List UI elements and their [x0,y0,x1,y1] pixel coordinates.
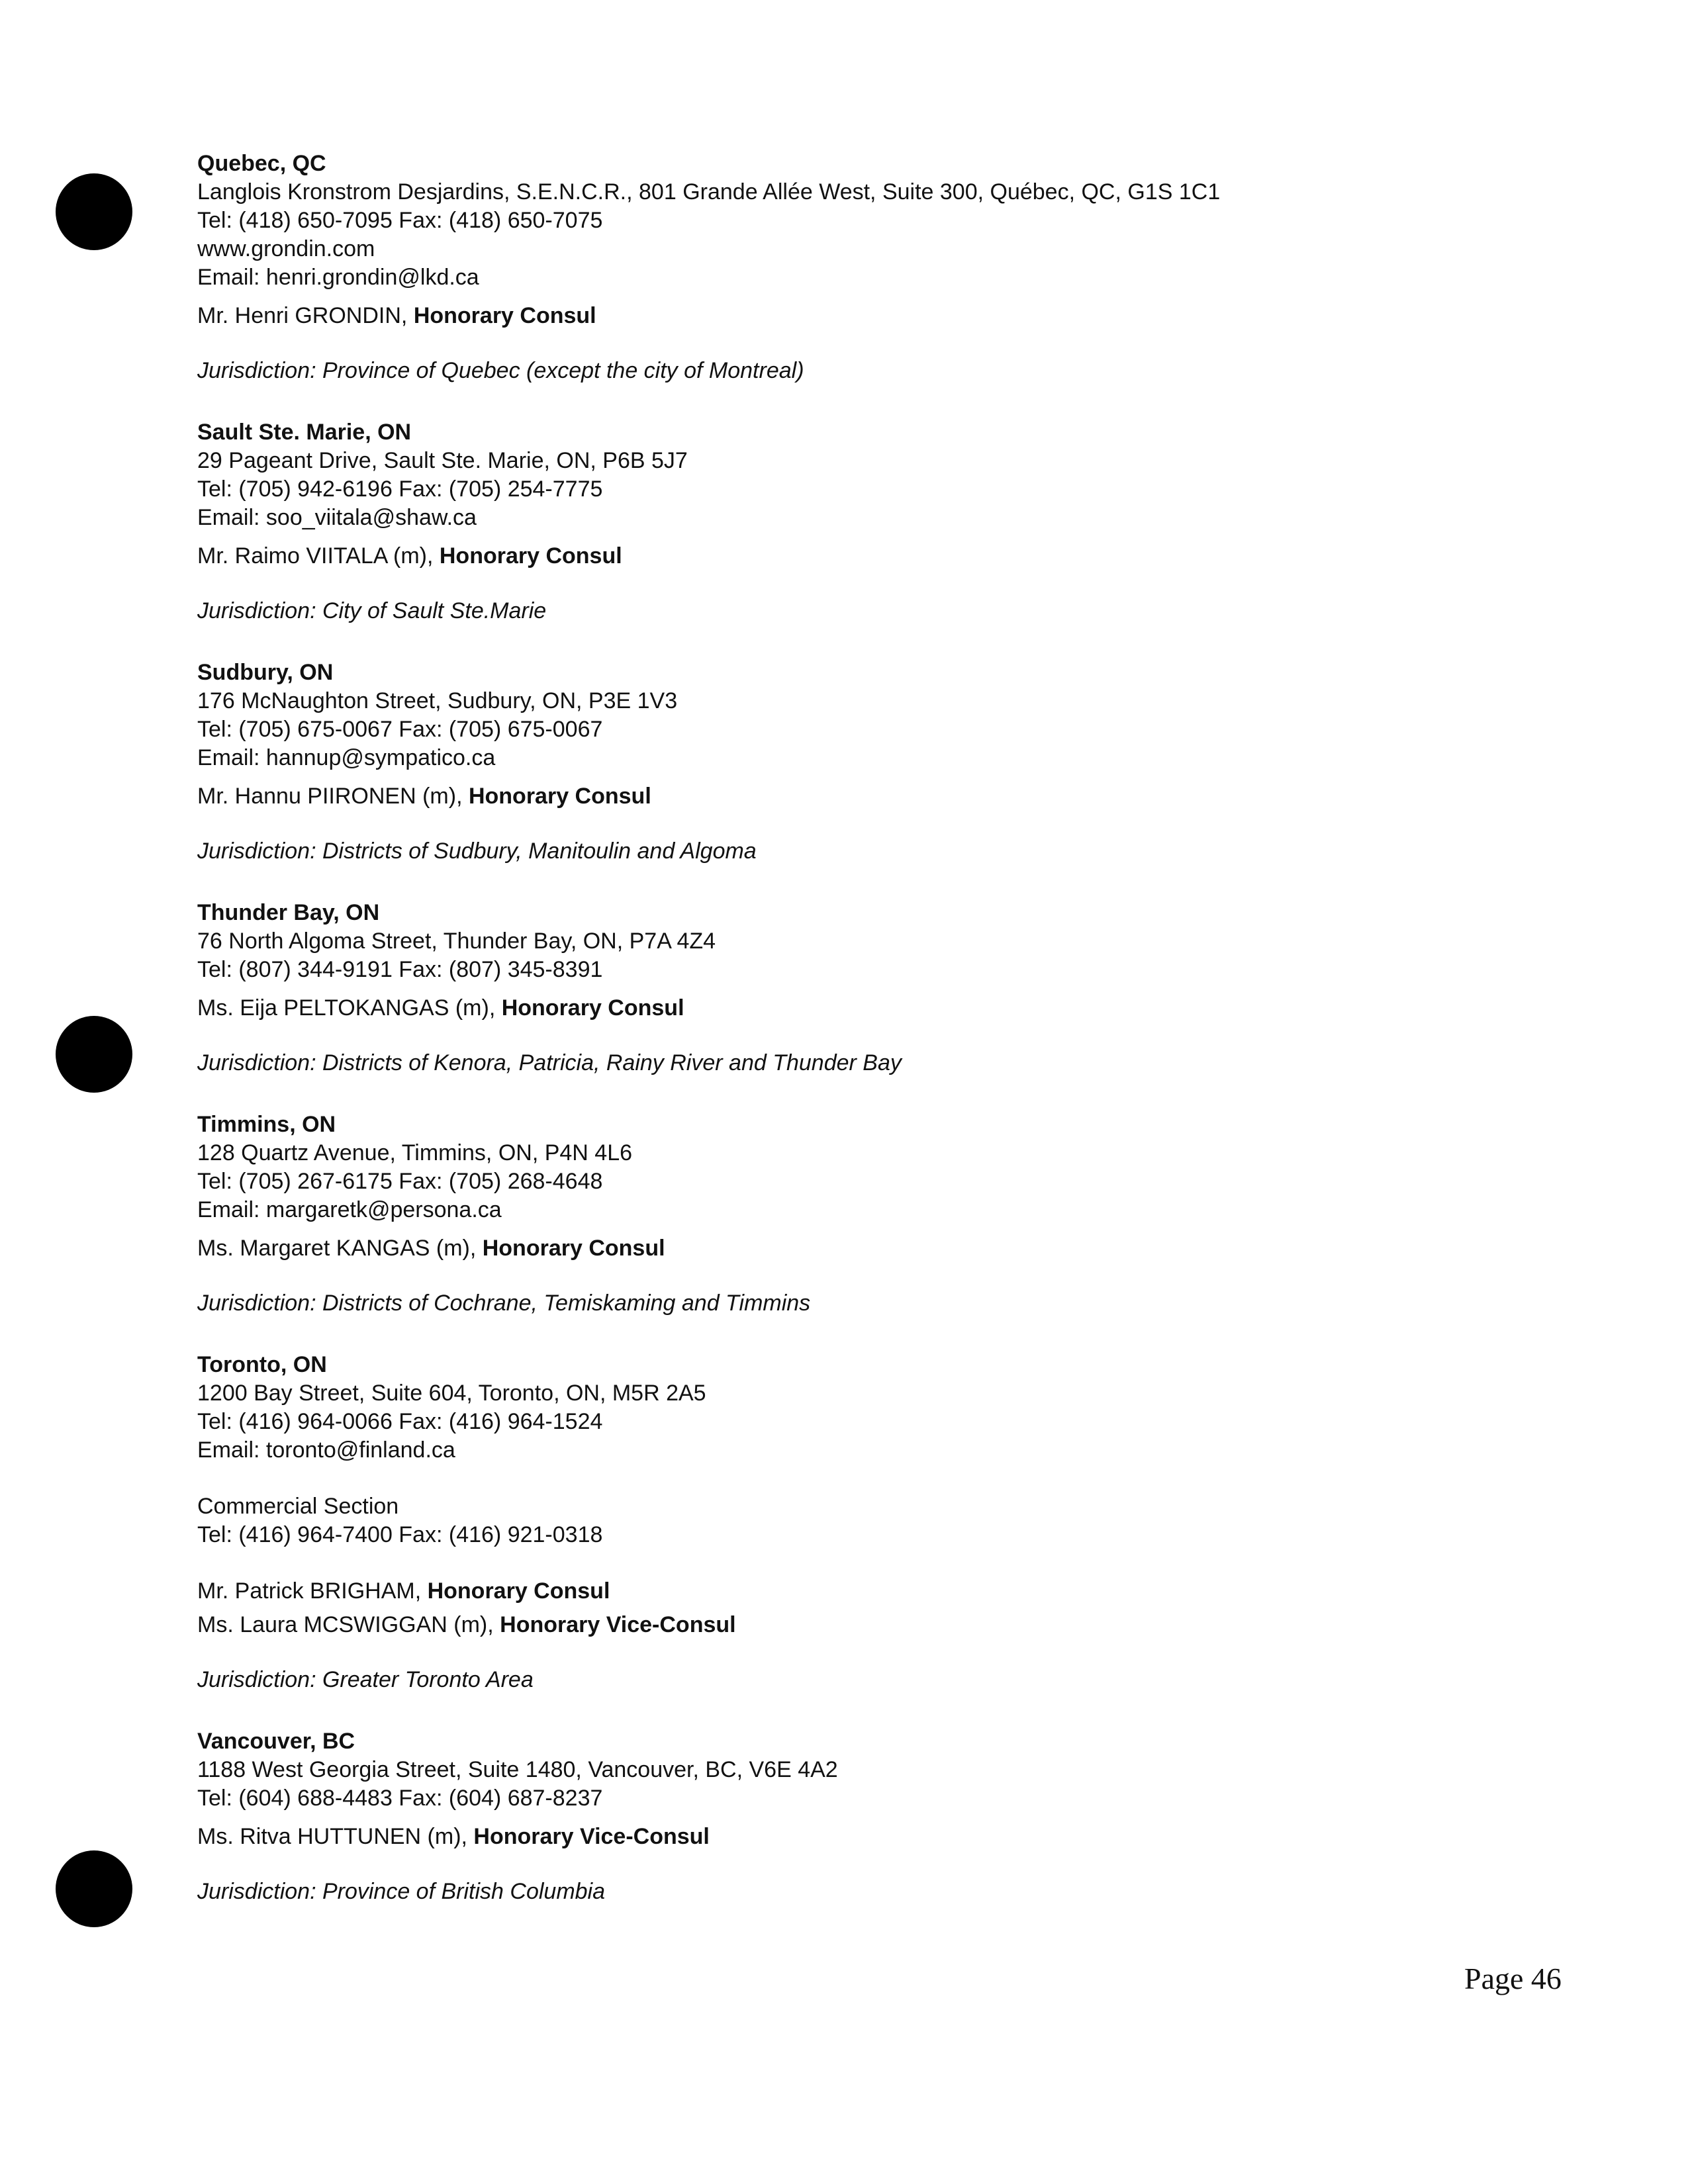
entry-sudbury [197,659,1455,866]
city-heading: Timmins, ON [197,1112,336,1137]
email-line: Email: margaretk@persona.ca [197,1197,502,1222]
phone-line: Tel: (807) 344-9191 Fax: (807) 345-8391 [197,957,603,982]
consul-title: Honorary Consul [413,303,596,328]
consul-line [197,994,1455,1023]
phone-line: Tel: (604) 688-4483 Fax: (604) 687-8237 [197,1786,603,1811]
consul-name: Mr. Henri GRONDIN, [197,303,414,328]
vice-consul-line [197,1611,1455,1639]
address-line: 1200 Bay Street, Suite 604, Toronto, ON, M5R 2A5 [197,1381,706,1406]
jurisdiction-line: Jurisdiction: Province of British Columbia [197,1879,606,1904]
entry-thunder-bay [197,899,1455,1077]
consul-list [197,1577,1455,1639]
jurisdiction-line: Jurisdiction: Districts of Sudbury, Manitoulin and Algoma [197,839,757,864]
city-heading: Vancouver, BC [197,1729,355,1754]
email-line: Email: henri.grondin@lkd.ca [197,265,479,290]
consul-title: Honorary Consul [439,543,622,569]
phone-line: Tel: (418) 650-7095 Fax: (418) 650-7075 [197,208,603,233]
city-heading: Toronto, ON [197,1352,327,1377]
email-line: Email: hannup@sympatico.ca [197,745,496,770]
consul-title: Honorary Consul [482,1236,665,1261]
website-line: www.grondin.com [197,236,375,261]
entry-quebec [197,150,1455,385]
commercial-section-label: Commercial Section [197,1494,399,1519]
consul-line [197,1234,1455,1263]
consul-title: Honorary Vice-Consul [473,1824,710,1849]
jurisdiction-line: Jurisdiction: Districts of Cochrane, Temiskaming and Timmins [197,1291,811,1316]
consul-name: Mr. Raimo VIITALA (m), [197,543,440,569]
address-line: 1188 West Georgia Street, Suite 1480, Vancouver, BC, V6E 4A2 [197,1757,838,1782]
address-line: 29 Pageant Drive, Sault Ste. Marie, ON, P6B 5J7 [197,448,688,473]
address-line: 128 Quartz Avenue, Timmins, ON, P4N 4L6 [197,1140,633,1165]
consul-title: Honorary Consul [468,784,651,809]
phone-line: Tel: (705) 267-6175 Fax: (705) 268-4648 [197,1169,603,1194]
vice-consul-name: Ms. Laura MCSWIGGAN (m), [197,1612,500,1637]
vice-consul-title: Honorary Vice-Consul [500,1612,736,1637]
consul-line [197,1823,1455,1851]
consul-title: Honorary Consul [427,1578,610,1604]
consul-title: Honorary Consul [501,995,684,1021]
phone-line: Tel: (416) 964-0066 Fax: (416) 964-1524 [197,1409,603,1434]
consulate-list [197,150,1455,1906]
consul-line [197,302,1455,330]
address-line: 76 North Algoma Street, Thunder Bay, ON, P7A 4Z4 [197,929,716,954]
address-line: Langlois Kronstrom Desjardins, S.E.N.C.R., 801 Grande Allée West, Suite 300, Québec, QC, G1S 1C1 [197,179,1221,205]
city-heading: Quebec, QC [197,151,326,176]
consul-name: Ms. Eija PELTOKANGAS (m), [197,995,502,1021]
entry-toronto [197,1351,1455,1694]
jurisdiction-line: Jurisdiction: Greater Toronto Area [197,1667,534,1692]
commercial-section [197,1492,1455,1549]
city-heading: Sault Ste. Marie, ON [197,420,412,445]
punch-hole-middle [56,1016,132,1093]
city-heading: Sudbury, ON [197,660,334,685]
punch-hole-top [56,173,132,250]
commercial-phone-line: Tel: (416) 964-7400 Fax: (416) 921-0318 [197,1522,603,1547]
consul-name: Mr. Hannu PIIRONEN (m), [197,784,469,809]
address-line: 176 McNaughton Street, Sudbury, ON, P3E 1V3 [197,688,678,713]
entry-vancouver [197,1727,1455,1906]
jurisdiction-line: Jurisdiction: City of Sault Ste.Marie [197,598,547,623]
phone-line: Tel: (705) 675-0067 Fax: (705) 675-0067 [197,717,603,742]
jurisdiction-line: Jurisdiction: Province of Quebec (except the city of Montreal) [197,358,804,383]
consul-name: Ms. Margaret KANGAS (m), [197,1236,483,1261]
city-heading: Thunder Bay, ON [197,900,380,925]
email-line: Email: toronto@finland.ca [197,1437,455,1463]
page-number: Page 46 [1464,1962,1562,1995]
email-line: Email: soo_viitala@shaw.ca [197,505,477,530]
consul-line [197,542,1455,570]
phone-line: Tel: (705) 942-6196 Fax: (705) 254-7775 [197,477,603,502]
consul-name: Ms. Ritva HUTTUNEN (m), [197,1824,474,1849]
consul-line [197,1577,1455,1606]
jurisdiction-line: Jurisdiction: Districts of Kenora, Patricia, Rainy River and Thunder Bay [197,1050,902,1075]
punch-hole-bottom [56,1850,132,1927]
consul-name: Mr. Patrick BRIGHAM, [197,1578,428,1604]
consul-line [197,782,1455,811]
entry-timmins [197,1111,1455,1318]
entry-sault-ste-marie [197,418,1455,625]
